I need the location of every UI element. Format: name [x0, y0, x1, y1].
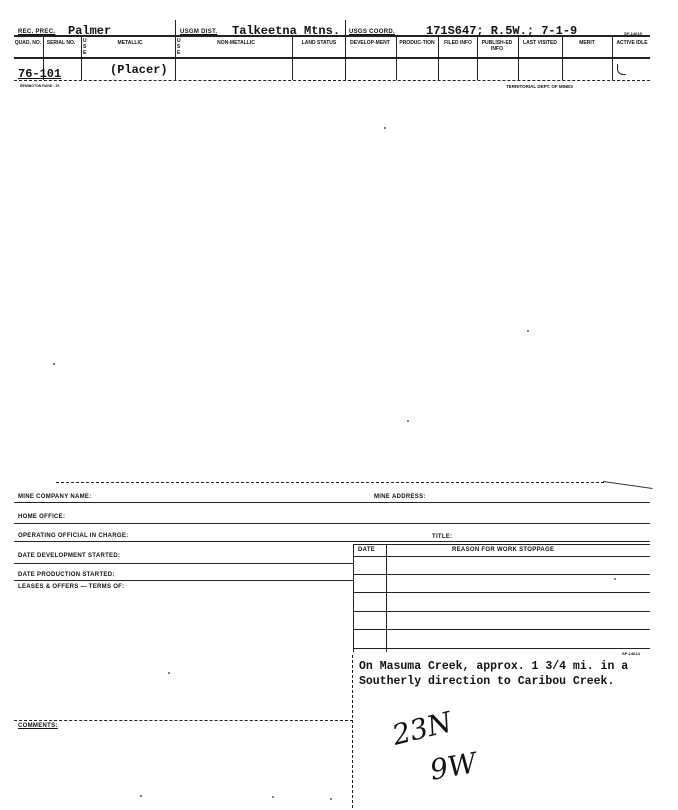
handwritten-note: 9W: [427, 746, 480, 787]
stoppage-table-left: [353, 544, 354, 652]
stoppage-table-top: [353, 544, 650, 545]
use-letter: U: [177, 38, 181, 44]
row-rule: [14, 80, 650, 81]
comments-label: COMMENTS:: [18, 723, 58, 729]
quad-no-header: QUAD. NO.: [14, 40, 42, 46]
rule: [14, 523, 650, 524]
quad-serial-value: 76-101: [18, 67, 62, 81]
date-development-label: DATE DEVELOPMENT STARTED:: [18, 553, 121, 559]
metallic-value: (Placer): [110, 63, 168, 77]
stoppage-header-rule: [353, 556, 650, 557]
top-form-number: SP-14615: [624, 31, 642, 36]
stoppage-row-rule: [353, 611, 650, 612]
stoppage-row-rule: [353, 629, 650, 630]
speck: [330, 798, 332, 800]
top-footer-left: REMINGTON RAND - 20: [20, 84, 60, 88]
speck: [527, 330, 529, 332]
header-top-rule: [14, 35, 650, 37]
rule: [14, 541, 650, 542]
speck: [53, 363, 55, 365]
rule: [14, 502, 650, 503]
card-corner-edge: [601, 481, 652, 501]
divider: [175, 20, 176, 35]
use-letter: S: [83, 44, 87, 50]
comments-rule: [14, 720, 353, 721]
merit-header: MERIT: [579, 40, 595, 46]
active-idle-mark: [617, 64, 626, 75]
usgs-coord-value: 171S647; R.5W.; 7-1-9: [426, 24, 578, 38]
divider: [345, 20, 346, 35]
use-letter: E: [177, 50, 181, 56]
production-header: PRODUC-TION: [399, 40, 435, 46]
use-letter: S: [177, 44, 181, 50]
use-letters-metallic: [83, 38, 88, 56]
mine-address-label: MINE ADDRESS:: [374, 494, 426, 500]
serial-no-header: SERIAL NO.: [46, 40, 76, 46]
use-letters-non-metallic: [177, 38, 182, 56]
location-line-2: Southerly direction to Caribou Creek.: [359, 675, 615, 688]
use-letter: U: [83, 38, 87, 44]
date-production-label: DATE PRODUCTION STARTED:: [18, 572, 115, 578]
usgm-dist-value: Talkeetna Mtns.: [232, 24, 341, 38]
title-label: TITLE:: [432, 534, 453, 540]
speck: [272, 796, 274, 798]
rule: [14, 563, 353, 564]
published-info-header: PUBLISH-ED INFO: [481, 40, 513, 52]
stoppage-row-rule: [353, 574, 650, 575]
filed-info-header: FILED INFO: [444, 40, 472, 46]
speck: [384, 127, 386, 129]
use-letter: E: [83, 50, 87, 56]
speck: [168, 672, 170, 674]
non-metallic-header: NON-METALLIC: [217, 40, 255, 46]
land-status-header: LAND STATUS: [301, 40, 337, 46]
stoppage-date-header: DATE: [358, 547, 376, 553]
header-bottom-rule: [14, 57, 650, 59]
mine-company-name-label: MINE COMPANY NAME:: [18, 494, 92, 500]
rule: [14, 580, 353, 581]
top-footer-right: TERRITORIAL DEPT. OF MINES: [506, 84, 574, 89]
stoppage-reason-header: REASON FOR WORK STOPPAGE: [452, 547, 555, 553]
last-visited-header: LAST VISITED: [523, 40, 557, 46]
operating-official-label: OPERATING OFFICIAL IN CHARGE:: [18, 533, 129, 539]
card-top-edge: [56, 482, 604, 483]
rec-prec-value: Palmer: [68, 24, 112, 38]
home-office-label: HOME OFFICE:: [18, 514, 66, 520]
development-header: DEVELOP-MENT: [350, 40, 390, 46]
stoppage-row-rule: [353, 592, 650, 593]
metallic-header: METALLIC: [117, 40, 143, 46]
stoppage-date-divider: [386, 544, 387, 652]
location-line-1: On Masuma Creek, approx. 1 3/4 mi. in a: [359, 660, 629, 673]
speck: [614, 578, 616, 580]
handwritten-note: 23N: [388, 705, 456, 752]
speck: [407, 420, 409, 422]
active-idle-header: ACTIVE IDLE: [616, 40, 648, 46]
usgs-coord-label: USGS COORD.: [349, 29, 395, 35]
stoppage-row-rule: [353, 648, 650, 649]
usgm-dist-label: USGM DIST.: [180, 29, 218, 35]
bottom-form-number: SP-14614: [622, 651, 640, 656]
remarks-divider: [352, 655, 353, 808]
rec-prec-label: REC. PREC.: [18, 29, 56, 35]
leases-label: LEASES & OFFERS — TERMS OF:: [18, 584, 125, 590]
speck: [140, 795, 142, 797]
